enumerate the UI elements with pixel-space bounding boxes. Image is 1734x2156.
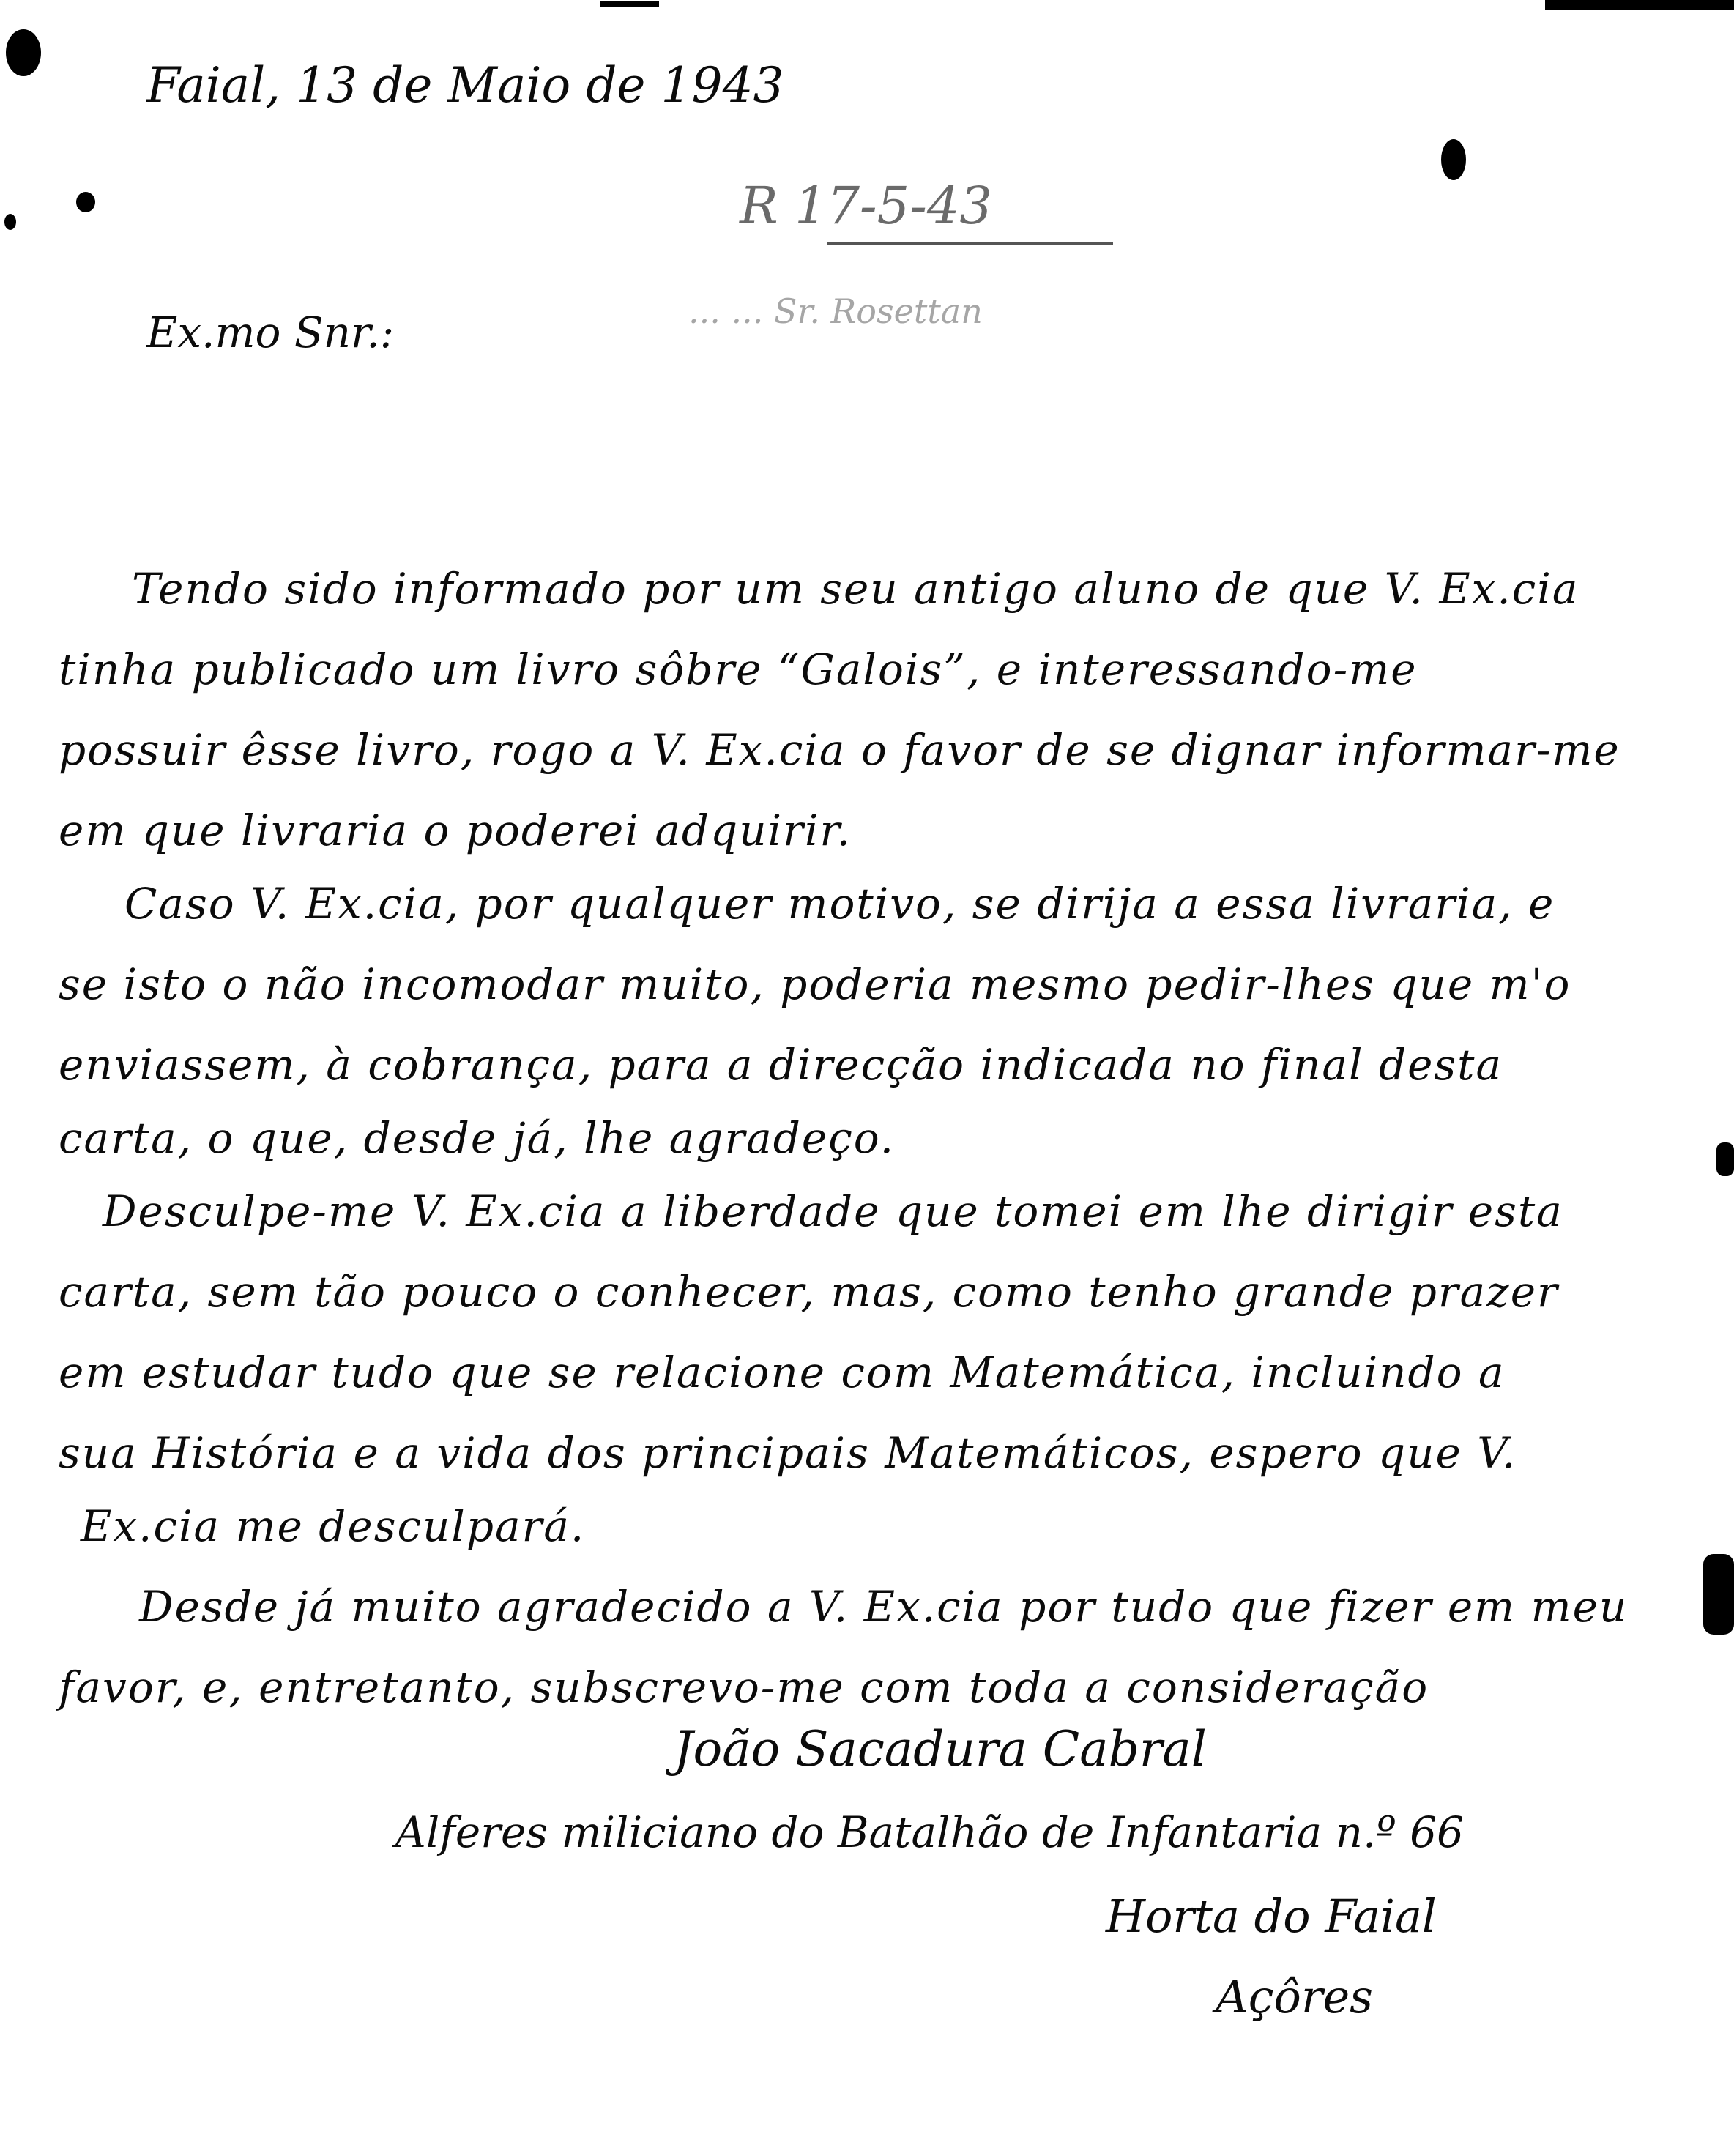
salutation: Ex.mo Snr.: — [146, 308, 395, 357]
signature: João Sacadura Cabral — [674, 1721, 1207, 1777]
sender-place: Horta do Faial — [1106, 1889, 1437, 1943]
body-line-10: carta, sem tão pouco o conhecer, mas, como tenho grande prazer — [59, 1267, 1559, 1317]
body-line-7: enviassem, à cobrança, para a direcção indicada no final desta — [59, 1040, 1503, 1090]
body-line-4: em que livraria o poderei adquirir. — [59, 806, 852, 855]
body-line-3: possuir êsse livro, rogo a V. Ex.cia o favor de se dignar informar-me — [59, 725, 1620, 775]
place-date: Faial, 13 de Maio de 1943 — [146, 57, 784, 114]
ink-blot-top-right — [1441, 139, 1466, 180]
sender-rank: Alferes miliciano do Batalhão de Infantaria n.º 66 — [395, 1807, 1464, 1857]
edge-mark-top-right — [1545, 0, 1734, 10]
body-line-11: em estudar tudo que se relacione com Matemática, incluindo a — [59, 1348, 1506, 1397]
body-line-13: Ex.cia me desculpará. — [81, 1501, 586, 1551]
body-line-2: tinha publicado um livro sôbre “Galois”, e interessando-me — [59, 644, 1418, 694]
edge-mark-right-1 — [1716, 1142, 1734, 1176]
body-line-9: Desculpe-me V. Ex.cia a liberdade que tomei em lhe dirigir esta — [103, 1186, 1563, 1236]
registry-underline — [827, 242, 1113, 245]
registry-note: ... ... Sr. Rosettan — [688, 291, 983, 331]
edge-mark-top-center — [600, 1, 659, 7]
body-line-1: Tendo sido informado por um seu antigo aluno de que V. Ex.cia — [132, 564, 1579, 614]
body-line-6: se isto o não incomodar muito, poderia mesmo pedir-lhes que m'o — [59, 959, 1571, 1009]
sender-region: Açôres — [1216, 1970, 1373, 2023]
body-line-12: sua História e a vida dos principais Matemáticos, espero que V. — [59, 1428, 1517, 1478]
registry-mark: R 17-5-43 — [740, 176, 992, 236]
ink-spot-header — [76, 192, 95, 212]
body-line-5: Caso V. Ex.cia, por qualquer motivo, se dirija a essa livraria, e — [124, 879, 1555, 929]
ink-dot-left — [4, 214, 16, 230]
body-line-8: carta, o que, desde já, lhe agradeço. — [59, 1113, 896, 1163]
body-line-14: Desde já muito agradecido a V. Ex.cia por tudo que fizer em meu — [139, 1582, 1629, 1632]
ink-blot-top-left — [6, 29, 41, 76]
body-line-15: favor, e, entretanto, subscrevo-me com toda a consideração — [59, 1662, 1429, 1712]
edge-mark-right-2 — [1703, 1554, 1734, 1635]
